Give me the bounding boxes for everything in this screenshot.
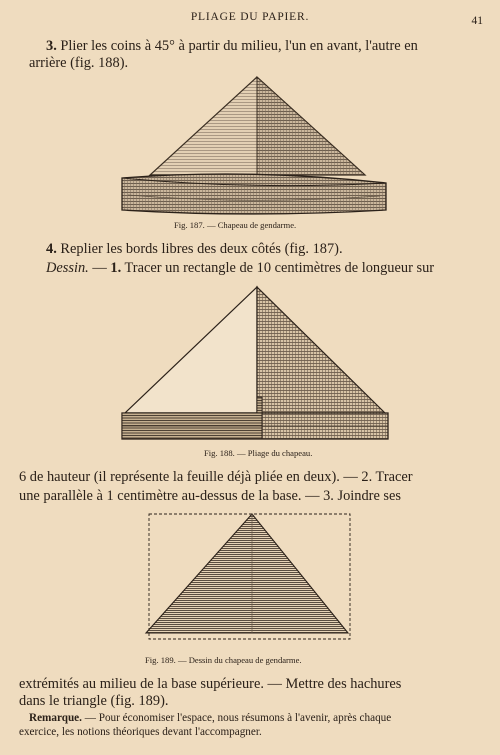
figure-189-caption: Fig. 189. — Dessin du chapeau de gendarme. bbox=[145, 655, 302, 665]
continuation-line1: 6 de hauteur (il représente la feuille déjà pliée en deux). — 2. Tracer bbox=[19, 469, 413, 485]
figure-188-caption: Fig. 188. — Pliage du chapeau. bbox=[204, 448, 313, 458]
step4-number: 4. bbox=[46, 241, 57, 257]
remark-line2: exercice, les notions théoriques devant l'accompagner. bbox=[19, 726, 262, 738]
running-header: PLIAGE DU PAPIER. bbox=[190, 11, 310, 23]
step3-line2: arrière (fig. 188). bbox=[29, 55, 129, 71]
final-line1: extrémités au milieu de la base supérieure. — Mettre des hachures bbox=[19, 676, 402, 692]
remark-label: Remarque. bbox=[29, 712, 82, 724]
step3-number: 3. bbox=[46, 38, 57, 54]
figure-187-caption: Fig. 187. — Chapeau de gendarme. bbox=[174, 220, 297, 230]
dessin-label: Dessin. bbox=[46, 260, 89, 276]
dessin-number: 1. bbox=[110, 260, 122, 276]
dessin-text: Tracer un rectangle de 10 centimètres de longueur sur bbox=[121, 260, 435, 276]
remark-line1 bbox=[29, 712, 391, 724]
remark-text-1: — Pour économiser l'espace, nous résumons à l'avenir, après chaque bbox=[81, 712, 392, 724]
step3-text: Plier les coins à 45° à partir du milieu, l'un en avant, l'autre en bbox=[56, 38, 418, 54]
final-line2: dans le triangle (fig. 189). bbox=[19, 693, 169, 709]
page-number: 41 bbox=[471, 15, 483, 27]
dessin-dash: — bbox=[88, 260, 111, 276]
step4-text: Replier les bords libres des deux côtés (fig. 187). bbox=[56, 241, 343, 257]
continuation-line2: une parallèle à 1 centimètre au-dessus de la base. — 3. Joindre ses bbox=[19, 488, 402, 504]
